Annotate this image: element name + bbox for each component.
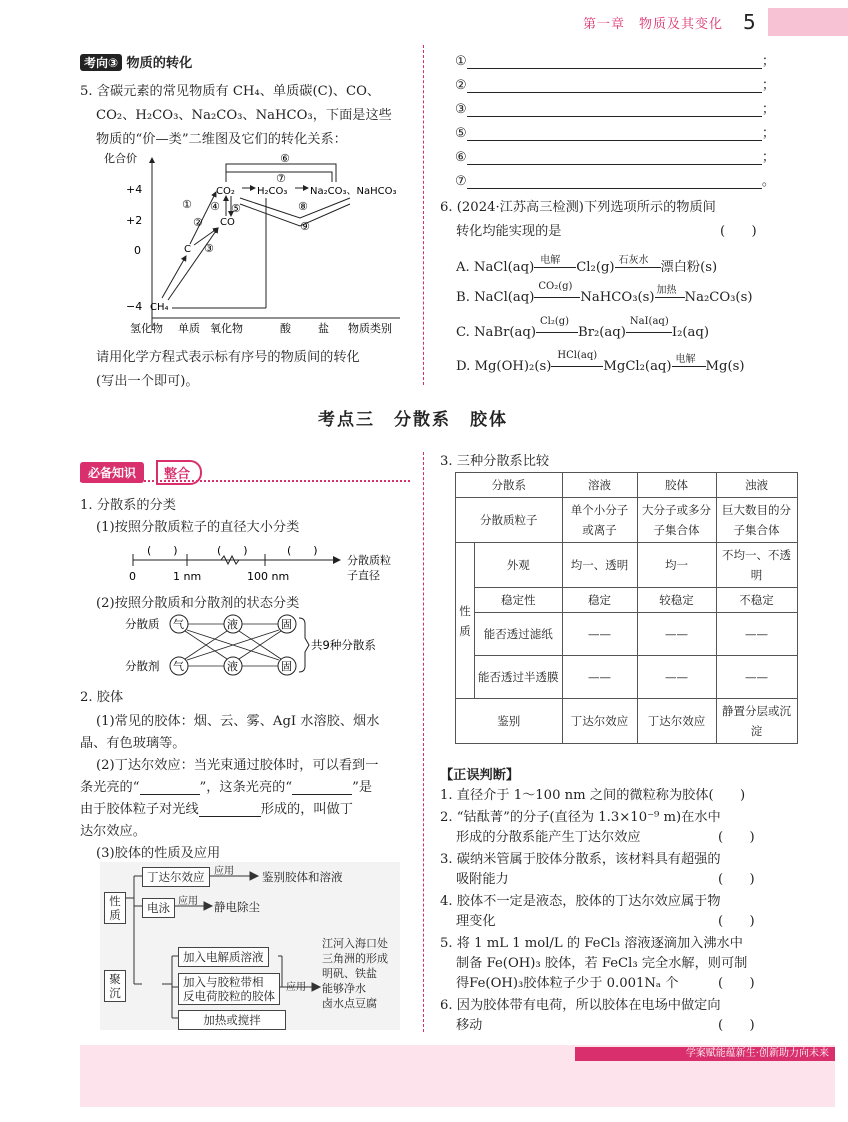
row-look-label: 外观 <box>475 543 563 588</box>
xtick-acid: 酸 <box>280 322 291 335</box>
answer-line-5[interactable]: ⑤ ； <box>455 126 776 141</box>
q6-option-d[interactable]: D. Mg(OH)₂(s) HCl(aq) MgCl₂(aq) 电解 Mg(s) <box>456 350 745 374</box>
scale-blank-1: ( ) <box>147 544 178 557</box>
state-liq-2: 液 <box>227 660 238 673</box>
num-6: ⑥ <box>280 152 290 165</box>
tree-app-1-text: 鉴别胶体和溶液 <box>262 870 343 884</box>
cell-ident-solution: 丁达尔效应 <box>562 699 637 744</box>
badge-essential: 必备知识 <box>80 462 144 483</box>
th-colloid: 胶体 <box>637 473 716 498</box>
q5-line1: 5. 含碳元素的常见物质有 CH₄、单质碳(C)、CO、 <box>80 84 381 99</box>
cell-membrane-solution: —— <box>562 656 637 699</box>
num-2: ② <box>193 216 203 229</box>
s3-title: 3. 三种分散系比较 <box>440 454 550 469</box>
num-8: ⑧ <box>298 200 308 213</box>
header-bar <box>768 8 848 36</box>
answer-line-1[interactable]: ① ； <box>455 54 776 69</box>
judge-5b: 制备 Fe(OH)₃ 胶体，若 FeCl₃ 完全水解，则可制 <box>456 956 748 971</box>
species-co2: CO₂ <box>216 186 235 197</box>
answer-line-7[interactable]: ⑦ 。 <box>455 174 776 189</box>
s1-title: 1. 分散系的分类 <box>80 498 176 513</box>
ytick-zero: 0 <box>134 244 141 257</box>
q6-option-a[interactable]: A. NaCl(aq) 电解 Cl₂(g) 石灰水 漂白粉(s) <box>456 255 718 275</box>
cell-size-suspension: 巨大数目的分子集合体 <box>716 498 797 543</box>
row-particle-label: 分散质粒子 <box>456 498 563 543</box>
judge-3-paren: ( ) <box>718 872 755 887</box>
row-property-label: 性质 <box>456 543 475 699</box>
judge-4b: 理变化 <box>456 914 496 929</box>
judge-title: 【正误判断】 <box>440 768 520 783</box>
th-system: 分散系 <box>456 473 563 498</box>
cell-filter-solution: —— <box>562 613 637 656</box>
tree-coagulation: 聚沉 <box>104 970 126 1002</box>
judge-5c: 得Fe(OH)₃胶体粒子少于 0.001Nₐ 个 <box>456 976 679 991</box>
badge-integrate: 整合 <box>156 460 202 485</box>
tree-electrophoresis: 电泳 <box>142 898 175 918</box>
s2b-1: (2)丁达尔效应：当光束通过胶体时，可以看到一 <box>96 758 379 773</box>
tree-results: 江河入海口处 三角洲的形成 明矾、铁盐 能够净水 卤水点豆腐 <box>322 937 388 1010</box>
q6-option-c[interactable]: C. NaBr(aq) Cl₂(g) Br₂(aq) NaI(aq) I₂(aq) <box>456 316 709 340</box>
judge-6b: 移动 <box>456 1018 483 1033</box>
judge-6a: 6. 因为胶体带有电荷，所以胶体在电场中做定向 <box>440 998 721 1013</box>
state-row-solute: 分散质 <box>125 617 160 631</box>
cell-ident-colloid: 丁达尔效应 <box>637 699 716 744</box>
state-gas-2: 气 <box>173 660 184 673</box>
scale-tick-1nm: 1 nm <box>173 570 202 583</box>
cell-filter-colloid: —— <box>637 613 716 656</box>
row-membrane-label: 能否透过半透膜 <box>475 656 563 699</box>
judge-5a: 5. 将 1 mL 1 mol/L 的 FeCl₃ 溶液逐滴加入沸水中 <box>440 936 743 951</box>
judge-2a: 2. “钴酞菁”的分子(直径为 1.3×10⁻⁹ m)在水中 <box>440 810 721 825</box>
chapter-title: 第一章 物质及其变化 <box>583 17 724 32</box>
tree-app-2: 应用 <box>178 896 198 907</box>
ytick-minus4: −4 <box>126 300 143 313</box>
num-1: ① <box>182 198 192 211</box>
page-number: 5 <box>743 10 756 34</box>
row-stability-label: 稳定性 <box>475 588 563 613</box>
num-7: ⑦ <box>276 172 286 185</box>
tree-method-1: 加入电解质溶液 <box>178 947 269 967</box>
s1a: (1)按照分散质粒子的直径大小分类 <box>96 520 300 535</box>
s2a-2: 晶、有色玻璃等。 <box>80 736 186 751</box>
ytick-plus2: +2 <box>126 214 143 227</box>
scale-blank-2: ( ) <box>217 544 248 557</box>
num-5: ⑤ <box>231 202 241 215</box>
comparison-table <box>455 472 798 744</box>
scale-label-1: 分散质粒 <box>347 554 391 567</box>
judge-5-paren: ( ) <box>718 976 755 991</box>
s2a-1: (1)常见的胶体：烟、云、雾、AgI 水溶胶、烟水 <box>96 714 380 729</box>
cell-membrane-suspension: —— <box>716 656 797 699</box>
tree-app-3: 应用 <box>286 982 306 993</box>
state-sol-2: 固 <box>281 660 292 673</box>
column-divider-top <box>423 45 424 385</box>
cell-stab-colloid: 较稳定 <box>637 588 716 613</box>
q6-paren: ( ) <box>720 224 757 239</box>
answer-line-2[interactable]: ② ； <box>455 78 776 93</box>
xtick-element: 单质 <box>178 322 200 335</box>
s2b-2: 条光亮的“ ”，这条光亮的“ ”是 <box>80 780 373 795</box>
tree-method-2: 加入与胶粒带相 反电荷胶粒的胶体 <box>178 973 280 1005</box>
q6-option-b[interactable]: B. NaCl(aq) CO₂(g) NaHCO₃(s) 加热 Na₂CO₃(s) <box>456 281 753 305</box>
cell-stab-suspension: 不稳定 <box>716 588 797 613</box>
th-suspension: 浊液 <box>716 473 797 498</box>
s1b: (2)按照分散质和分散剂的状态分类 <box>96 596 300 611</box>
judge-2b: 形成的分散系能产生丁达尔效应 <box>456 830 641 845</box>
species-ch4: CH₄ <box>150 302 169 313</box>
row-filter-label: 能否透过滤纸 <box>475 613 563 656</box>
xtick-hydride: 氢化物 <box>130 322 163 335</box>
scale-tick-0: 0 <box>129 570 136 583</box>
q6-line2: 转化均能实现的是 <box>456 224 562 239</box>
column-divider-bottom <box>423 452 424 1032</box>
q5-after2: (写出一个即可)。 <box>96 374 199 389</box>
cell-filter-suspension: —— <box>716 613 797 656</box>
s2b-3: 由于胶体粒子对光线 形成的，叫做丁 <box>80 802 353 817</box>
q5-line2: CO₂、H₂CO₃、Na₂CO₃、NaHCO₃，下面是这些 <box>96 108 392 123</box>
row-identify-label: 鉴别 <box>456 699 563 744</box>
judge-2-paren: ( ) <box>718 830 755 845</box>
footer-slogan: 学案赋能蕴新生·创新助力向未来 <box>575 1047 835 1061</box>
state-liq-1: 液 <box>227 618 238 631</box>
species-co: CO <box>220 217 235 228</box>
num-9: ⑨ <box>300 220 310 233</box>
q5-line3: 物质的“价—类”二维图及它们的转化关系： <box>96 132 347 147</box>
num-4: ④ <box>210 200 220 213</box>
scale-blank-3: ( ) <box>287 544 318 557</box>
tree-method-3: 加热或搅拌 <box>178 1010 286 1030</box>
judge-3a: 3. 碳纳米管属于胶体分散系，该材料具有超强的 <box>440 852 721 867</box>
num-3: ③ <box>204 242 214 255</box>
cell-stab-solution: 稳定 <box>562 588 637 613</box>
state-diagram <box>125 612 395 678</box>
state-sol-1: 固 <box>281 618 292 631</box>
ytick-plus4: +4 <box>126 183 143 196</box>
tree-tyndall: 丁达尔效应 <box>142 867 210 887</box>
tree-property: 性质 <box>104 892 126 924</box>
species-h2co3: H₂CO₃ <box>257 186 288 197</box>
xtick-category: 物质类别 <box>348 322 392 335</box>
section-title: 考点三 分散系 胶体 <box>318 410 508 430</box>
s2-title: 2. 胶体 <box>80 690 124 705</box>
q5-after1: 请用化学方程式表示标有序号的物质间的转化 <box>96 350 360 365</box>
cell-look-suspension: 不均一、不透明 <box>716 543 797 588</box>
species-c: C <box>184 244 191 255</box>
state-row-solvent: 分散剂 <box>125 659 160 673</box>
size-scale <box>125 538 391 588</box>
cell-membrane-colloid: —— <box>637 656 716 699</box>
cell-ident-suspension: 静置分层或沉淀 <box>716 699 797 744</box>
species-salts: Na₂CO₃、NaHCO₃ <box>310 186 397 197</box>
judge-4-paren: ( ) <box>718 914 755 929</box>
scale-label-2: 子直径 <box>347 569 380 582</box>
q5-topic: 考向③ 物质的转化 <box>80 52 192 71</box>
s2b-4: 达尔效应。 <box>80 824 146 839</box>
state-gas-1: 气 <box>173 618 184 631</box>
cell-look-colloid: 均一 <box>637 543 716 588</box>
cell-look-solution: 均一、透明 <box>562 543 637 588</box>
judge-1: 1. 直径介于 1～100 nm 之间的微粒称为胶体( ) <box>440 788 746 803</box>
th-solution: 溶液 <box>562 473 637 498</box>
judge-6-paren: ( ) <box>718 1018 755 1033</box>
cell-size-solution: 单个小分子或离子 <box>562 498 637 543</box>
tree-app-2-text: 静电除尘 <box>214 900 260 914</box>
answer-line-6[interactable]: ⑥ ； <box>455 150 776 165</box>
badge-rule <box>80 480 410 482</box>
y-axis-label: 化合价 <box>104 152 137 165</box>
s2c: (3)胶体的性质及应用 <box>96 846 221 861</box>
state-total: 共9种分散系 <box>311 638 376 652</box>
answer-line-3[interactable]: ③ ； <box>455 102 776 117</box>
judge-3b: 吸附能力 <box>456 872 509 887</box>
xtick-oxide: 氧化物 <box>210 322 243 335</box>
xtick-salt: 盐 <box>318 322 329 335</box>
tree-app-1: 应用 <box>214 866 234 877</box>
judge-4a: 4. 胶体不一定是液态，胶体的丁达尔效应属于物 <box>440 894 721 909</box>
cell-size-colloid: 大分子或多分子集合体 <box>637 498 716 543</box>
scale-tick-100nm: 100 nm <box>247 570 290 583</box>
valence-class-diagram <box>100 148 420 338</box>
q6-line1: 6. (2024·江苏高三检测)下列选项所示的物质间 <box>440 200 716 215</box>
